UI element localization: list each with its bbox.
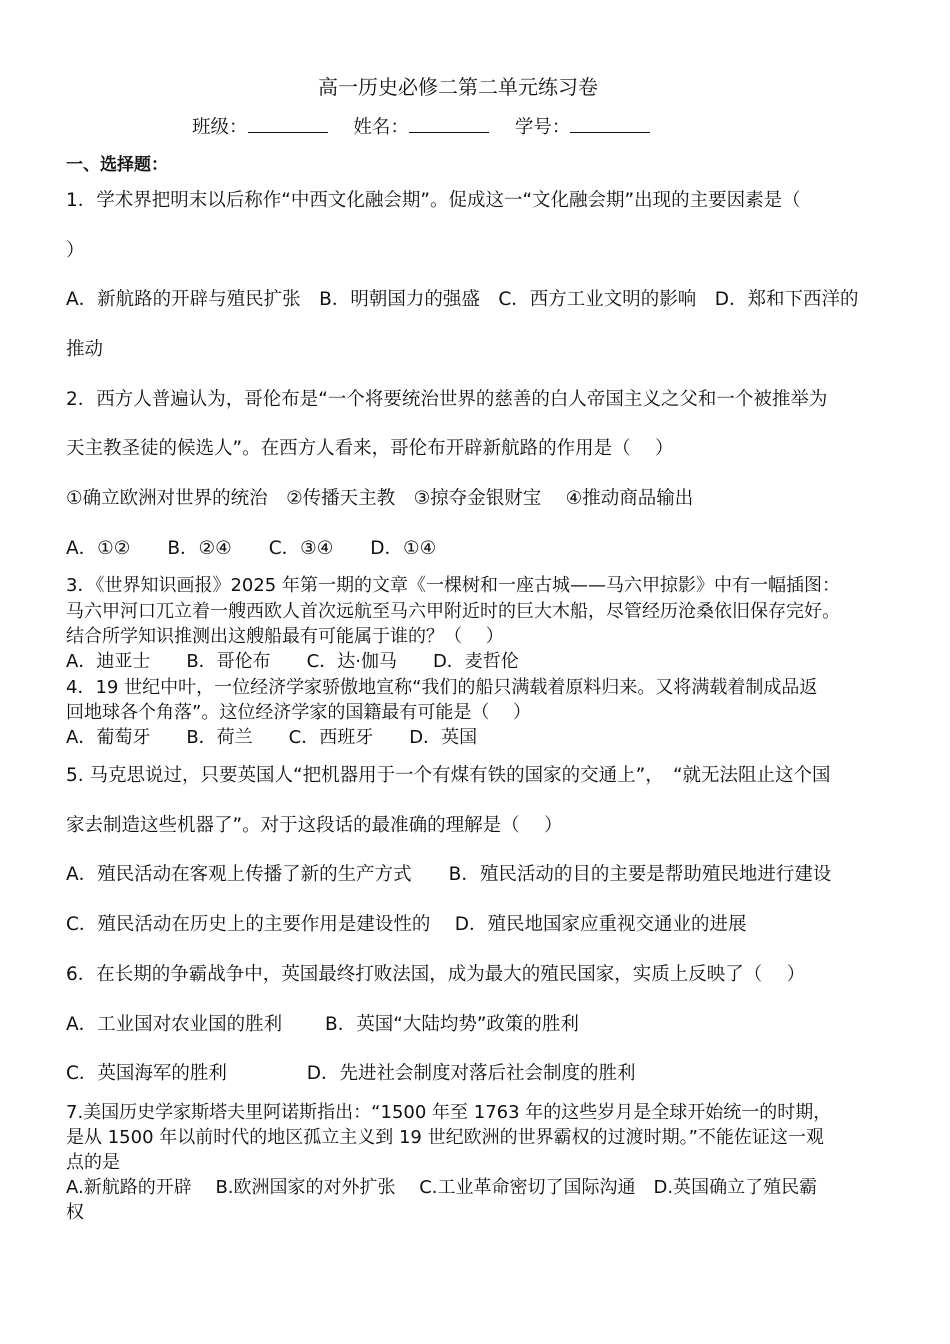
question-2-statements: ①确立欧洲对世界的统治 ②传播天主教 ③掠夺金银财宝 ④推动商品输出 bbox=[66, 488, 694, 509]
question-7-line-2: 是从 1500 年以前时代的地区孤立主义到 19 世纪欧洲的世界霸权的过渡时期。”不能佐证这一观 bbox=[66, 1127, 824, 1148]
question-1-line-1: 1．学术界把明末以后称作“中西文化融会期”。促成这一“文化融会期”出现的主要因素是（ bbox=[66, 190, 801, 211]
question-7-options: A.新航路的开辟 B.欧洲国家的对外扩张 C.工业革命密切了国际沟通 D.英国确立了殖民霸 bbox=[66, 1177, 818, 1198]
question-7-options-cont: 权 bbox=[66, 1202, 84, 1223]
question-3-line-3: 结合所学知识推测出这艘船最有可能属于谁的？（ ） bbox=[66, 626, 504, 647]
question-4-line-2: 回地球各个角落”。这位经济学家的国籍最有可能是（ ） bbox=[66, 702, 532, 723]
id-blank bbox=[570, 114, 650, 133]
question-2-line-1: 2．西方人普遍认为，哥伦布是“一个将要统治世界的慈善的白人帝国主义之父和一个被推举为 bbox=[66, 389, 828, 410]
question-4-line-1: 4．19 世纪中叶，一位经济学家骄傲地宣称“我们的船只满载着原料归来。又将满载着制成品返 bbox=[66, 677, 818, 698]
id-label: 学号： bbox=[514, 117, 571, 138]
question-5-options-cd: C．殖民活动在历史上的主要作用是建设性的 D．殖民地国家应重视交通业的进展 bbox=[66, 914, 747, 935]
question-2-line-2: 天主教圣徒的候选人”。在西方人看来，哥伦布开辟新航路的作用是（ ） bbox=[66, 438, 674, 459]
question-3-line-2: 马六甲河口兀立着一艘西欧人首次远航至马六甲附近时的巨大木船，尽管经历沧桑依旧保存完好。 bbox=[66, 601, 840, 622]
question-6-options-cd: C．英国海军的胜利 D．先进社会制度对落后社会制度的胜利 bbox=[66, 1063, 636, 1084]
question-3-options: A．迪亚士 B．哥伦布 C．达·伽马 D．麦哲伦 bbox=[66, 651, 519, 672]
page-title: 高一历史必修二第二单元练习卷 bbox=[318, 75, 598, 99]
question-7-line-3: 点的是 bbox=[66, 1152, 120, 1173]
question-6-line-1: 6．在长期的争霸战争中，英国最终打败法国，成为最大的殖民国家，实质上反映了（ ） bbox=[66, 964, 806, 985]
section-heading: 一、选择题： bbox=[66, 155, 168, 175]
question-5-line-1: 5. 马克思说过，只要英国人“把机器用于一个有煤有铁的国家的交通上”， “就无法阻止这个国 bbox=[66, 765, 831, 786]
name-blank bbox=[409, 114, 489, 133]
question-1-line-2: ） bbox=[66, 240, 85, 261]
class-label: 班级： bbox=[192, 117, 248, 138]
question-7-line-1: 7.美国历史学家斯塔夫里阿诺斯指出：“1500 年至 1763 年的这些岁月是全球开始统一的时期， bbox=[66, 1102, 832, 1123]
question-5-options-ab: A．殖民活动在客观上传播了新的生产方式 B．殖民活动的目的主要是帮助殖民地进行建设 bbox=[66, 864, 832, 885]
student-info-row bbox=[192, 114, 650, 141]
question-6-options-ab: A．工业国对农业国的胜利 B．英国“大陆均势”政策的胜利 bbox=[66, 1014, 579, 1035]
question-5-line-2: 家去制造这些机器了”。对于这段话的最准确的理解是（ ） bbox=[66, 815, 563, 836]
name-label: 姓名： bbox=[353, 117, 409, 138]
question-2-options: A．①② B．②④ C．③④ D．①④ bbox=[66, 538, 437, 559]
question-4-options: A．葡萄牙 B．荷兰 C．西班牙 D．英国 bbox=[66, 727, 478, 748]
question-3-line-1: 3．《世界知识画报》2025 年第一期的文章《一棵树和一座古城——马六甲掠影》中有一幅插图： bbox=[66, 575, 840, 596]
question-1-options-cont: 推动 bbox=[66, 339, 104, 360]
question-1-options: A．新航路的开辟与殖民扩张 B．明朝国力的强盛 C．西方工业文明的影响 D．郑和下西洋的 bbox=[66, 289, 859, 310]
class-blank bbox=[248, 114, 328, 133]
